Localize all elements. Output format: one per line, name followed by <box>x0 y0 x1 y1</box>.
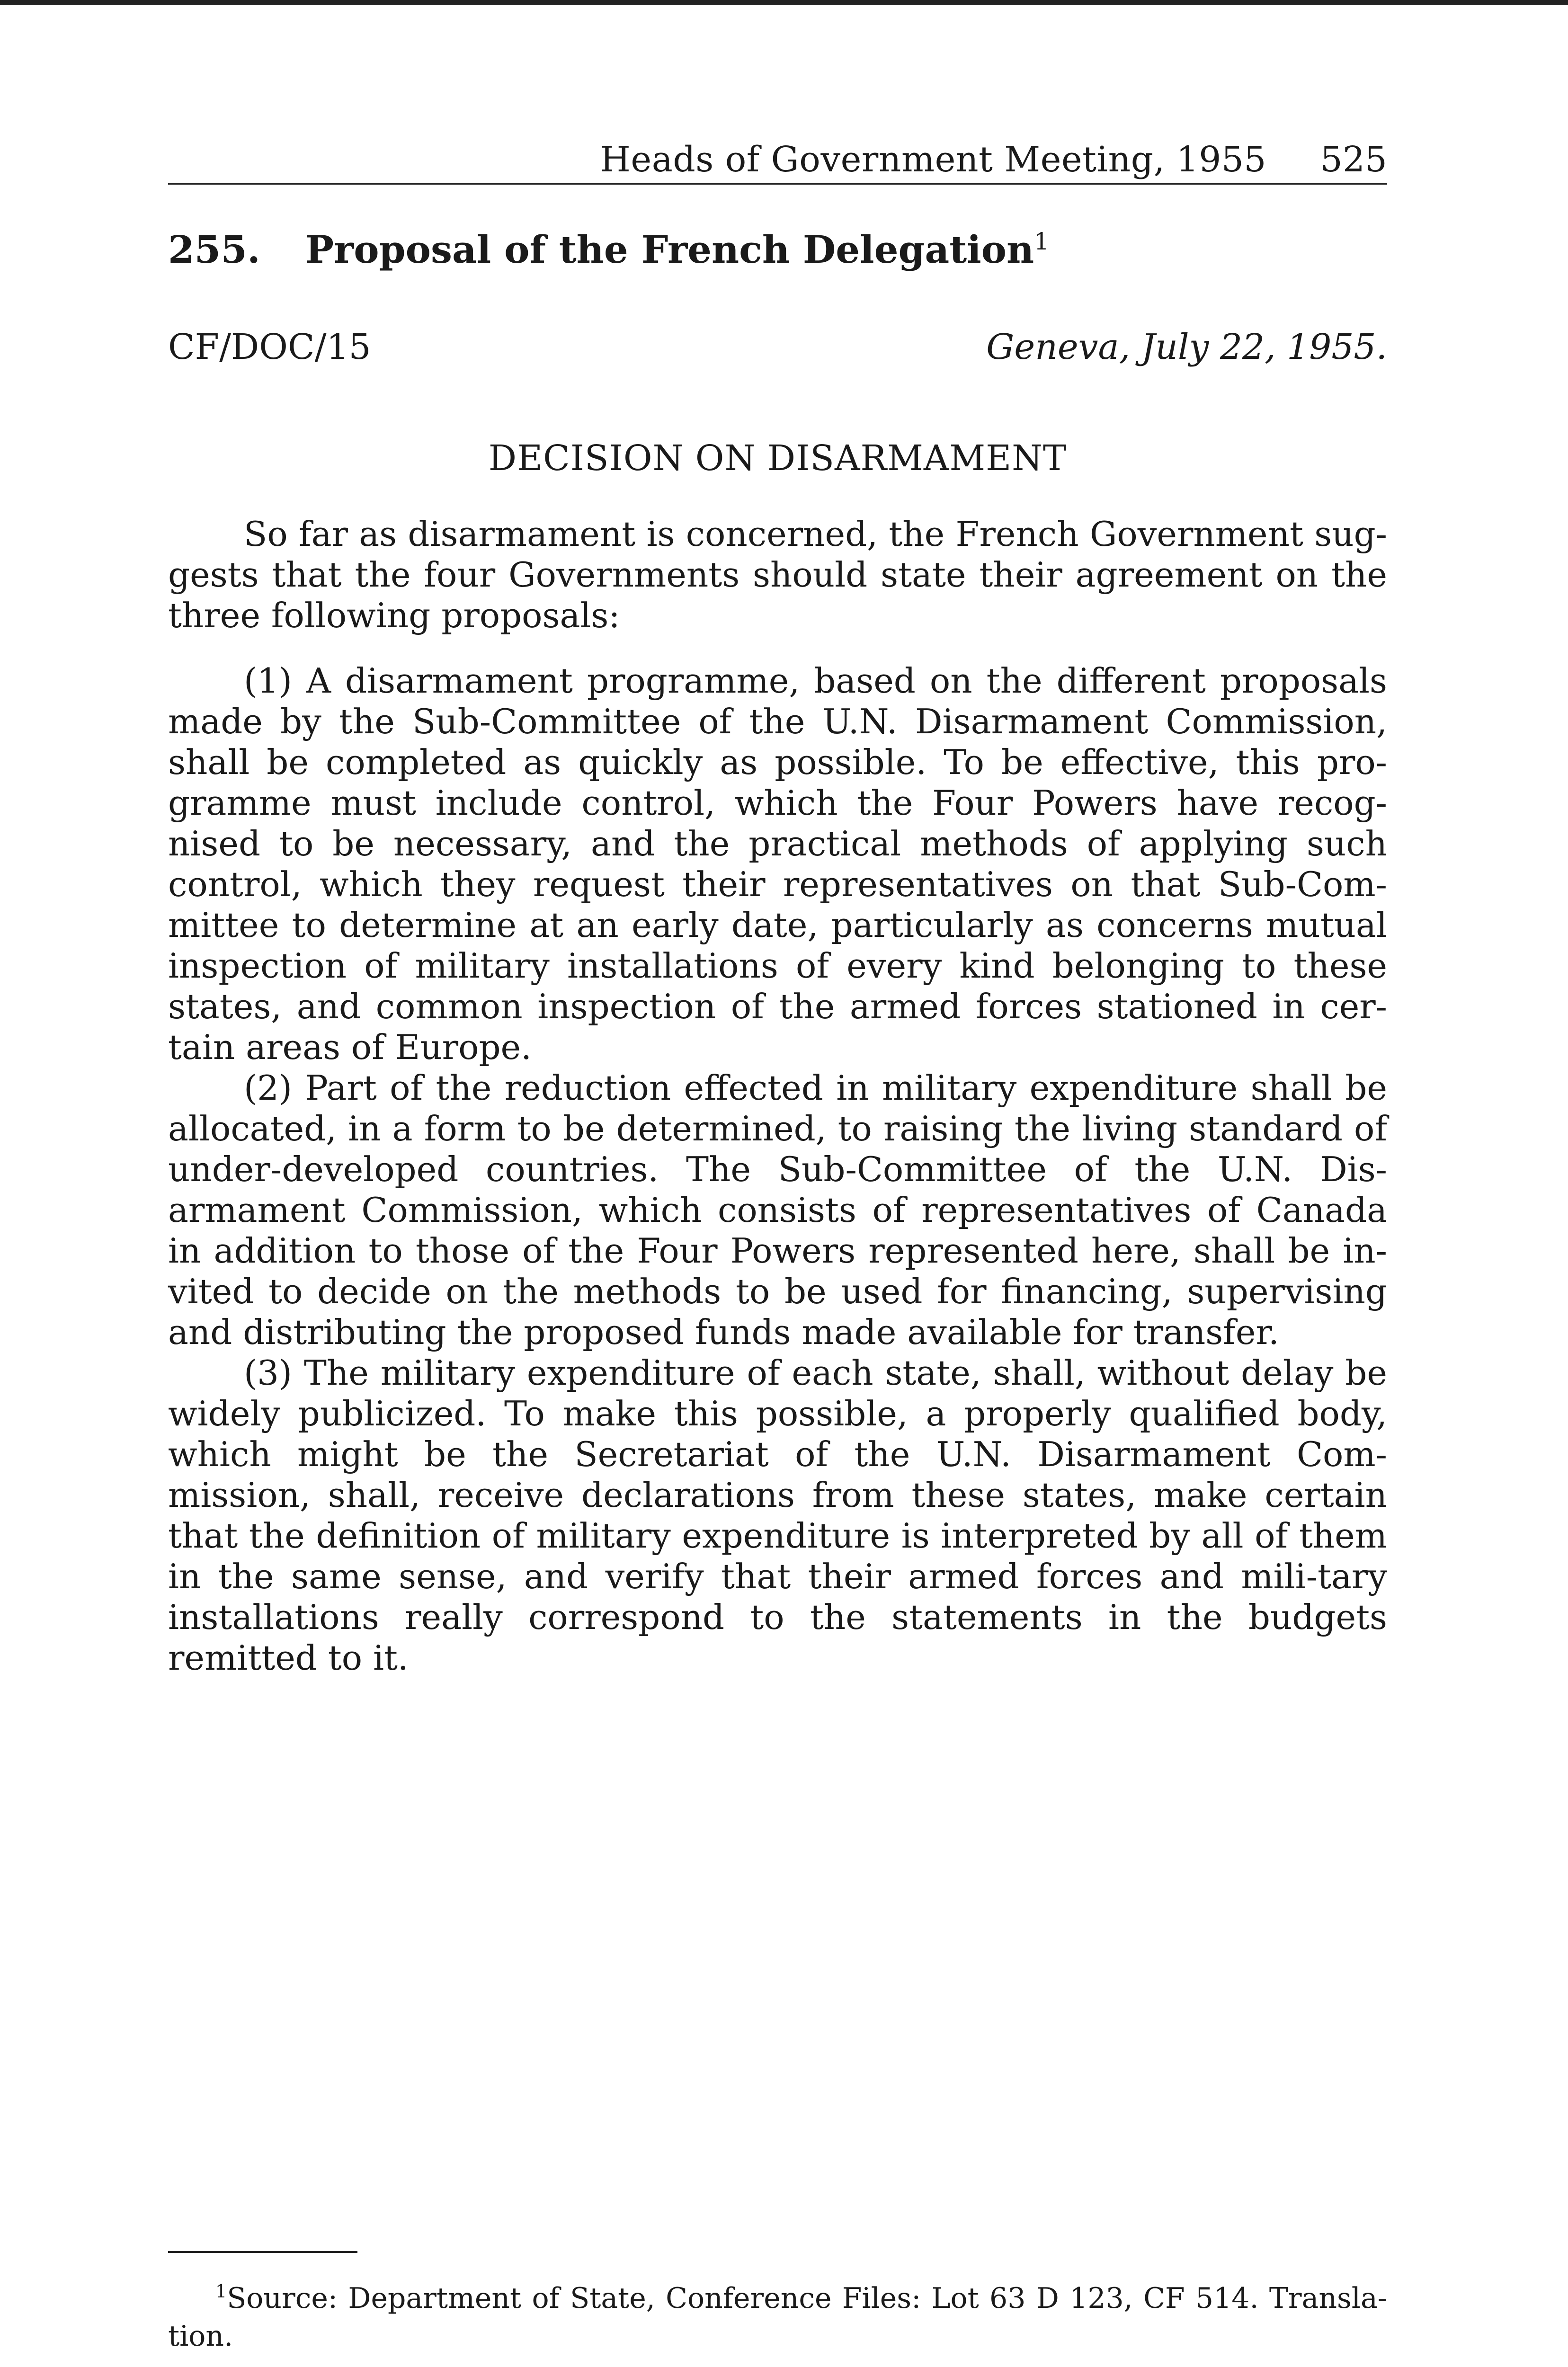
place-and-date: Geneva, July 22, 1955. <box>986 327 1387 367</box>
footnote <box>168 2272 1387 2355</box>
footnote-text: Source: Department of State, Conference Files: Lot 63 D 123, CF 514. Transla-tion. <box>168 2282 1387 2353</box>
running-head <box>168 133 1387 185</box>
paragraph-proposal-1: (1) A disarmament programme, based on the different proposals made by the Sub-Committee of the U.N. Disarmament Commission, shall be completed as quickly as possible. To be effective, this pro-gramme must include control, which the Four Powers have recog-nised to be necessary, and the practical methods of applying such control, which they request their representatives on that Sub-Com-mittee to determine at an early date, particularly as concerns mutual inspection of military installations of every kind belonging to these states, and common inspection of the armed forces stationed in cer-tain areas of Europe. <box>168 661 1387 1067</box>
document-title: Proposal of the French Delegation <box>305 227 1034 272</box>
paragraph-proposal-2: (2) Part of the reduction effected in military expenditure shall be allocated, in a form to be determined, to raising the living standard of under-developed countries. The Sub-Committee of the U.N. Dis-armament Commission, which consists of representatives of Canada in addition to those of the Four Powers represented here, shall be in-vited to decide on the methods to be used for financing, supervising and distributing the proposed funds made available for transfer. <box>168 1068 1387 1352</box>
section-title: DECISION ON DISARMAMENT <box>488 438 1067 479</box>
document-meta <box>168 327 1387 374</box>
paragraph-intro: So far as disarmament is concerned, the French Government sug-gests that the four Governments should state their agreement on the three following proposals: <box>168 514 1387 635</box>
document-number: 255. <box>168 227 260 272</box>
running-head-title: Heads of Government Meeting, 1955 <box>600 139 1266 180</box>
document-id: CF/DOC/15 <box>168 327 371 367</box>
top-edge-rule <box>0 0 1568 5</box>
footnote-divider <box>168 2251 357 2253</box>
body-text <box>168 514 1387 1678</box>
footnote-reference: 1 <box>1034 228 1049 255</box>
paragraph-proposal-3: (3) The military expenditure of each state, shall, without delay be widely publicized. To make this possible, a properly qualified body, which might be the Secretariat of the U.N. Disarmament Com-mission, shall, receive declarations from these states, make certain that the definition of military expenditure is interpreted by all of them in the same sense, and verify that their armed forces and mili-tary installations really correspond to the statements in the budgets remitted to it. <box>168 1353 1387 1678</box>
footnote-marker: 1 <box>215 2281 227 2302</box>
document-heading <box>168 227 1049 272</box>
page-number: 525 <box>1320 139 1387 180</box>
